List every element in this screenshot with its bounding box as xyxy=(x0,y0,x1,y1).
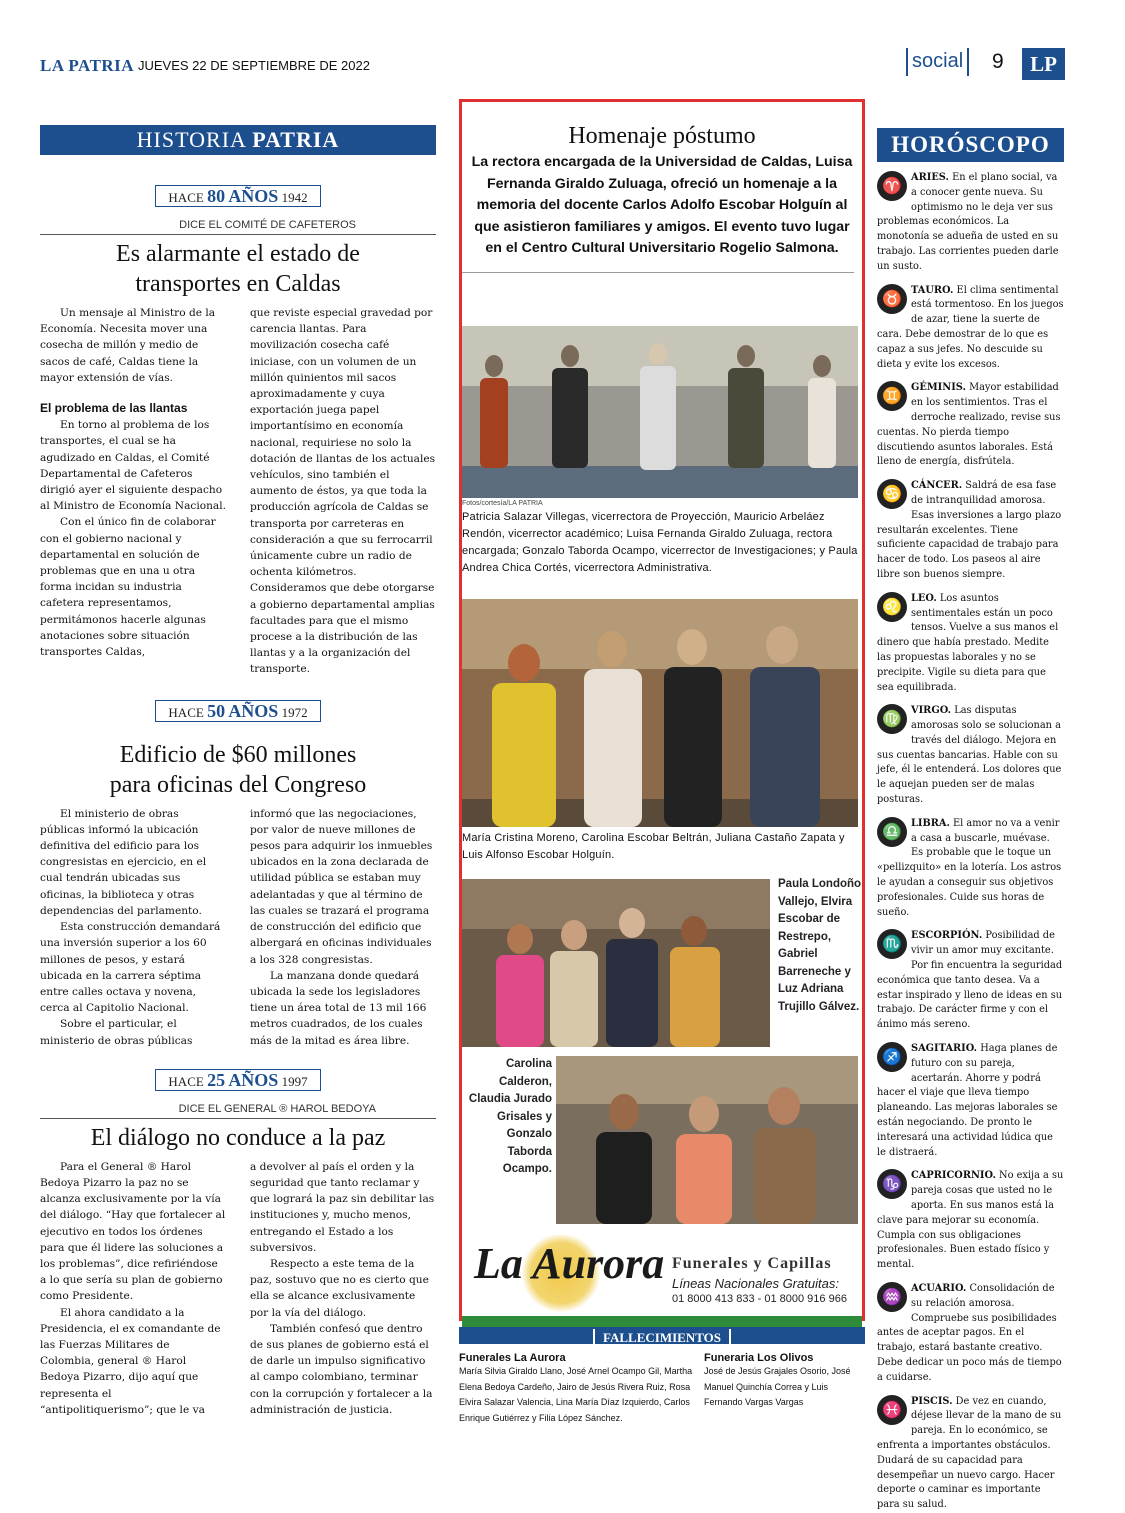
horoscope-sign xyxy=(877,1395,1064,1513)
sign-text: Saldrá de esa fase de intranquilidad amorosa. Esas inversiones a largo plazo resultarán excelentes. Tiene suficiente capacidad de trabajo para hacer de todo. Los paseos al aire libre son buenos siempre. xyxy=(877,480,1062,580)
horoscope-sign xyxy=(877,817,1064,921)
hace-50-marker xyxy=(40,700,436,726)
photo-illustration xyxy=(462,326,858,498)
paragraph: informó que las negociaciones, por valor de nueve millones de pesos para adquirir los inmuebles ubicados en la zona declarada de utilidad pública se estaban muy adelantadas y que al término de las cuales se trazará el programa de construcción del edificio que albergará en oficinas individuales a los 328 congresistas. xyxy=(250,807,433,966)
photo-caption: María Cristina Moreno, Carolina Escobar Beltrán, Juliana Castaño Zapata y Luis Alfonso Escobar Holguín. xyxy=(462,832,845,861)
sign-name: LEO. xyxy=(911,592,937,604)
hace-box xyxy=(155,700,320,722)
article-column-1 xyxy=(40,806,226,1049)
paragraph: Esta construcción demandará una inversión superior a los 60 millones de pesos, y estará ubicada en la carrera séptima entre calles octava y novena, cerca al Capitolio Nacional. xyxy=(40,921,221,1015)
feature-lead: La rectora encargada de la Universidad de Caldas, Luisa Fernanda Giraldo Zuluaga, ofreció un homenaje a la memoria del docente Carlos Adolfo Escobar Holguín al que asistieron familiares y amigos. El evento tuvo lugar en el Centro Cultural Universitario Rogelio Salmona. xyxy=(471,154,853,256)
hace-year: 1997 xyxy=(281,1073,308,1089)
deceased-list: María Silvia Giraldo Llano, José Arnel Ocampo Gil, Martha Elena Bedoya Cardeño, Jairo de Jesús Rivera Ruiz, Rosa Elvira Salazar Valencia, Lina María Díaz Izquierdo, Carlos Enrique Gutiérrez y Filia López Sánchez. xyxy=(459,1366,693,1423)
sign-name: TAURO. xyxy=(911,284,954,296)
aquarius-icon: ♒ xyxy=(877,1282,907,1312)
taurus-icon: ♉ xyxy=(877,284,907,314)
article-column-2 xyxy=(250,806,436,1049)
hace-word: HACE xyxy=(168,704,204,720)
lp-badge[interactable]: LP xyxy=(1022,48,1065,80)
article-column-2 xyxy=(250,305,436,678)
deceased-list: José de Jesús Grajales Osorio, José Manuel Quinchía Correa y Luis Fernando Vargas Vargas xyxy=(704,1366,851,1407)
sign-text: Haga planes de futuro con su pareja, acertarán. Ahorre y podrá hacer el viaje que lleva tiempo planeando. Las mejoras laborales se están negociando. De pronto le interesará una actividad lúdica que le distraerá. xyxy=(877,1043,1058,1158)
horoscope-sign xyxy=(877,479,1064,583)
feature-title: Homenaje póstumo xyxy=(568,123,756,149)
article-column-2 xyxy=(250,1159,436,1418)
paragraph: En torno al problema de los transportes, el cual se ha agudizado en Caldas, el Comité Departamental de Cafeteros dirigió ayer el siguiente despacho al Ministro de Economía Nacional. xyxy=(40,419,226,513)
page-number: 9 xyxy=(992,50,1004,73)
hace-year: 1972 xyxy=(281,704,308,720)
fallecimientos-olivos xyxy=(704,1352,854,1426)
photo-group-three[interactable] xyxy=(556,1056,858,1224)
horoscopo-column xyxy=(877,128,1064,1513)
sign-name: CÁNCER. xyxy=(911,480,963,492)
sign-name: VIRGO. xyxy=(911,705,952,717)
divider xyxy=(40,1118,436,1119)
paragraph: Para el General ® Harol Bedoya Pizarro la paz no se alcanza exclusivamente por la vía del diálogo. “Hay que fortalecer al ejecutivo en todos los órdenes para que él lidere las soluciones a los problemas”, dice refiriéndose a lo que sería su plan de gobierno como Presidente. xyxy=(40,1160,226,1303)
sign-text: El amor no va a venir a casa a buscarle, muévase. Es probable que le toque un «pellizquito» en la lotería. Los astros le ayudan a conseguir sus objetivos profesionales. Cuide sus horas de sueño. xyxy=(877,817,1062,918)
ad-phone-numbers[interactable]: 01 8000 413 833 - 01 8000 916 966 xyxy=(672,1293,847,1305)
hace-word: HACE xyxy=(168,1073,204,1089)
section-label[interactable]: social xyxy=(906,48,969,76)
capricorn-icon: ♑ xyxy=(877,1169,907,1199)
horoscope-sign xyxy=(877,171,1064,275)
scorpio-icon: ♏ xyxy=(877,929,907,959)
photo-credit: Fotos/cortesía/LA PATRIA xyxy=(462,500,543,507)
article-kicker: DICE EL GENERAL ® HAROL BEDOYA xyxy=(178,1102,376,1115)
photo-group-four[interactable] xyxy=(462,879,770,1047)
paragraph: a devolver al país el orden y la seguridad que tanto reclamar y que logrará la paz sin debilitar las instituciones y, mucho menos, entregando el Estado a los subversivos. xyxy=(250,1160,435,1254)
hace-80-marker xyxy=(40,185,436,211)
ad-title: Funerales y Capillas xyxy=(672,1255,832,1272)
article-headline: Es alarmante el estado de transportes en Caldas xyxy=(116,241,360,297)
article-headline: Edificio de $60 millones para oficinas del Congreso xyxy=(109,741,367,798)
hace-number: 50 xyxy=(207,700,226,721)
article-column-1 xyxy=(40,1159,226,1418)
divider xyxy=(462,272,854,273)
fallecimientos-banner xyxy=(459,1327,865,1344)
article-column-1 xyxy=(40,305,226,678)
hace-anos: AÑOS xyxy=(228,700,279,721)
paragraph: Sobre el particular, el ministerio de obras públicas xyxy=(40,1018,193,1047)
horoscopo-banner: HORÓSCOPO xyxy=(877,128,1064,162)
hace-25-marker xyxy=(40,1069,436,1095)
fallecimientos-aurora xyxy=(459,1352,704,1426)
gemini-icon: ♊ xyxy=(877,381,907,411)
horoscope-sign xyxy=(877,381,1064,470)
sign-name: GÉMINIS. xyxy=(911,382,966,394)
la-aurora-ad[interactable] xyxy=(462,1230,862,1338)
sagittarius-icon: ♐ xyxy=(877,1042,907,1072)
banner-word-patria: PATRIA xyxy=(252,127,340,152)
hace-number: 25 xyxy=(207,1069,226,1090)
article-kicker: DICE EL COMITÉ DE CAFETEROS xyxy=(179,219,356,231)
sign-name: SAGITARIO. xyxy=(911,1043,978,1055)
paragraph: Con el único fin de colaborar con el gobierno nacional y departamental en solución de problemas que en una u otra forma incidan su industria cafetera representamos, permitámonos hacerle algunas anotaciones sobre situación transportes Caldas, xyxy=(40,516,216,659)
paragraph: La manzana donde quedará ubicada la sede los legisladores tiene un área total de 13 mil 166 metros cuadrados, de los cuales más de la mitad es área libre. xyxy=(250,969,427,1047)
sign-name: CAPRICORNIO. xyxy=(911,1170,996,1182)
photo-family[interactable] xyxy=(462,599,858,827)
issue-date: JUEVES 22 DE SEPTIEMBRE DE 2022 xyxy=(138,58,370,73)
funeraria-name: Funeraria Los Olivos xyxy=(704,1352,814,1364)
historia-patria-column xyxy=(40,125,436,1418)
hace-year: 1942 xyxy=(281,190,308,205)
hace-box xyxy=(155,1069,320,1091)
sign-text: Mayor estabilidad en los sentimientos. Tras el derroche realizado, revise sus cuentas. No pierda tiempo discutiendo asuntos laborales. Está lleno de energía, disfrútela. xyxy=(877,382,1061,468)
sign-text: Las disputas amorosas solo se solucionan a través del diálogo. Mejora en sus cuentas bancarias. Hable con su jefe, él le entenderá. Los dolores que le aquejan pueden ser de malas posturas. xyxy=(877,705,1062,806)
pisces-icon: ♓ xyxy=(877,1395,907,1425)
photo-caption: Carolina Calderon, Claudia Jurado Grisales y Gonzalo Taborda Ocampo. xyxy=(468,1058,552,1175)
hace-box xyxy=(155,185,320,207)
sign-name: ESCORPIÓN. xyxy=(911,930,983,942)
horoscope-sign xyxy=(877,1169,1064,1273)
funeraria-name: Funerales La Aurora xyxy=(459,1352,566,1364)
sign-text: De vez en cuando, déjese llevar de la mano de su pareja. En lo económico, se enfrenta a importantes obstáculos. Dudará de su capacidad para desempeñar un nuevo cargo. Hacer deporte o caminar es importante para su salud. xyxy=(877,1395,1062,1511)
historia-patria-banner xyxy=(40,125,436,155)
horoscope-sign xyxy=(877,704,1064,808)
leo-icon: ♌ xyxy=(877,592,907,622)
paragraph: El ahora candidato a la Presidencia, el ex comandante de las Fuerzas Militares de Colombia, general ® Harol Bedoya Pizarro, dijo aquí que representa el “antipolitiquerismo”; que le va xyxy=(40,1306,221,1416)
homenaje-feature xyxy=(459,99,865,1321)
ad-lines-label: Líneas Nacionales Gratuitas: xyxy=(672,1276,839,1291)
paragraph: También confesó que dentro de sus planes de gobierno está el de darle un impulso significativo al campo colombiano, terminar con la corrupción y fortalecer a la administración de justicia. xyxy=(250,1322,433,1416)
paragraph: El ministerio de obras públicas informó la ubicación definitiva del edificio para los congresistas en ejercicio, en el cual tendrán ubicadas sus oficinas, la biblioteca y otras dependencias del parlamento. xyxy=(40,807,207,917)
sign-text: Consolidación de su relación amorosa. Compruebe sus posibilidades antes de aceptar pagos. En el trabajo, estará bastante creativo. Debe dedicar un poco más de tiempo a cuidarse. xyxy=(877,1282,1062,1383)
hace-word: HACE xyxy=(168,190,204,205)
sign-text: El clima sentimental está tormentoso. En los juegos de azar, tiene la suerte de cara. Debe demostrar de lo que es capaz a sus jefes. No descuide su dieta y evite los excesos. xyxy=(877,284,1064,370)
photo-caption: Paula Londoño Vallejo, Elvira Escobar de Restrepo, Gabriel Barreneche y Luz Adriana Trujillo Gálvez. xyxy=(778,878,862,1013)
hace-anos: AÑOS xyxy=(228,1069,279,1090)
article-body xyxy=(40,305,436,678)
article-headline: El diálogo no conduce a la paz xyxy=(90,1124,386,1151)
fallecimientos-columns xyxy=(459,1352,865,1426)
sign-name: ACUARIO. xyxy=(911,1282,967,1294)
article-subhead: El problema de las llantas xyxy=(40,401,188,416)
photo-illustration xyxy=(556,1056,858,1224)
article-body xyxy=(40,1159,436,1418)
photo-caption: Patricia Salazar Villegas, vicerrectora de Proyección, Mauricio Arbeláez Rendón, vicerrector académico; Luisa Fernanda Giraldo Zuluaga, rectora encargada; Gonzalo Taborda Ocampo, vicerrector de Investigaciones; y Paula Andrea Chica Cortés, vicerrectora Administrativa. xyxy=(462,511,858,574)
aries-icon: ♈ xyxy=(877,171,907,201)
sign-text: Posibilidad de vivir un amor muy excitante. Por fin encuentra la seguridad económica que tanto desea. Va a estar inspirado y lleno de ideas en su trabajo. De carácter firme y con el ánimo más sereno. xyxy=(877,930,1063,1031)
fallecimientos-section xyxy=(459,1327,865,1426)
horoscope-sign xyxy=(877,284,1064,373)
masthead xyxy=(40,48,1070,82)
hace-number: 80 xyxy=(207,186,226,206)
horoscope-sign xyxy=(877,592,1064,696)
horoscope-sign xyxy=(877,1282,1064,1386)
sign-text: No exija a su pareja cosas que usted no le aporta. En sus manos está la clave para mejorar su economía. Cumpla con sus obligaciones profesionales. Buen estado físico y mental. xyxy=(877,1170,1064,1271)
paragraph: que reviste especial gravedad por carencia llantas. Para movilización cosecha café iniciase, con un volumen de un millón quinientos mil sacos aproximadamente y cuya exportación juega papel importantísimo en economía nacional, requiriese no solo la dotación de llantas de los actuales vehículos, sino también el aumento de éstos, ya que toda la producción agrícola de Caldas se transporta por carreteras en consideración a que su ferrocarril únicamente cubre un radio de ochenta kilómetros. Consideramos que debe otorgarse a gobierno departamental amplias facultades para que el mismo procese a la distribución de las llantas y a la organización del transporte. xyxy=(250,307,436,676)
photo-illustration xyxy=(462,879,770,1047)
photo-group-university[interactable] xyxy=(462,326,858,498)
paragraph: Respecto a este tema de la paz, sostuvo que no es cierto que ella se alcance exclusivamente por la vía del diálogo. xyxy=(250,1257,429,1319)
cancer-icon: ♋ xyxy=(877,479,907,509)
article-body xyxy=(40,806,436,1049)
horoscope-sign xyxy=(877,1042,1064,1160)
la-aurora-logo: La Aurora xyxy=(474,1239,665,1288)
sign-name: ARIES. xyxy=(911,172,949,183)
virgo-icon: ♍ xyxy=(877,704,907,734)
sign-text: En el plano social, va a conocer gente nueva. Su optimismo no le deja ver sus problemas económicos. La monotonía se adueña de usted en su trabajo. Las corrientes pueden darle un susto. xyxy=(877,172,1059,272)
banner-word-historia: HISTORIA xyxy=(136,127,246,152)
hace-anos: AÑOS xyxy=(228,186,279,206)
paragraph: Un mensaje al Ministro de la Economía. Necesita mover una cosecha de millón y medio de sacos de café, Caldas tiene la mayor extensión de vías. xyxy=(40,307,216,384)
fallecimientos-title: FALLECIMIENTOS xyxy=(593,1329,731,1346)
libra-icon: ♎ xyxy=(877,817,907,847)
sign-name: PISCIS. xyxy=(911,1395,953,1407)
sign-text: Los asuntos sentimentales están un poco tensos. Vuelve a sus manos el dinero que había prestado. Medite las propuestas laborales y no se precipite. Vigile su dieta para que sea equilibrada. xyxy=(877,592,1059,693)
divider xyxy=(40,234,436,235)
sign-name: LIBRA. xyxy=(911,817,950,829)
horoscope-sign xyxy=(877,929,1064,1033)
horoscope-signs xyxy=(877,171,1064,1513)
newspaper-logo[interactable]: LA PATRIA xyxy=(40,56,135,75)
photo-illustration xyxy=(462,599,858,827)
